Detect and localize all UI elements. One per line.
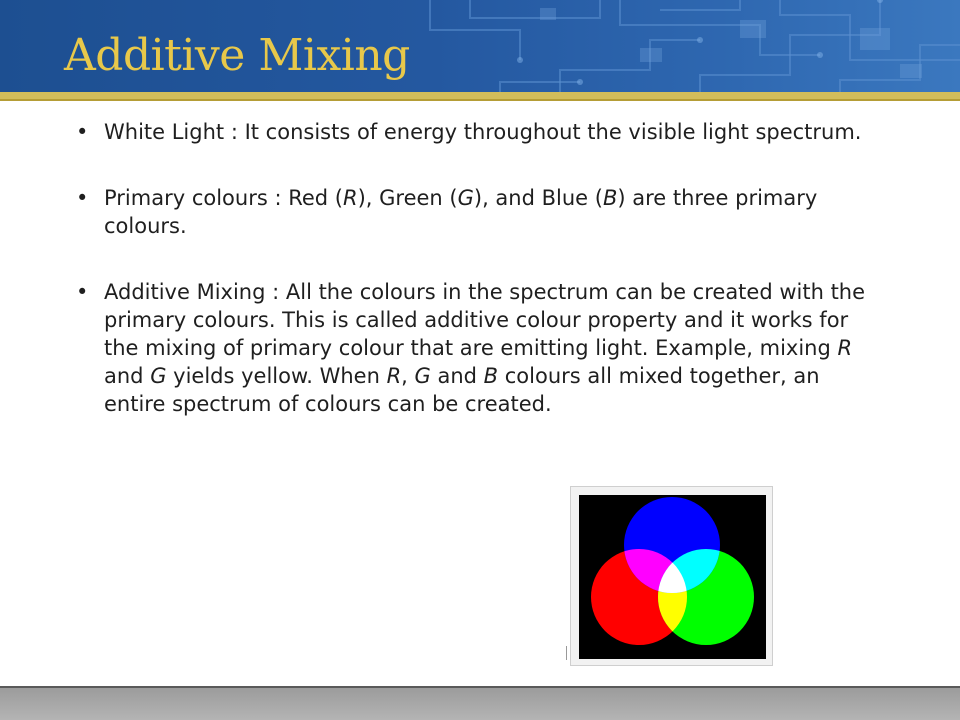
bullet-marker: • [76, 280, 89, 304]
slide-title: Additive Mixing [64, 30, 410, 81]
bullet-list [76, 118, 886, 418]
rgb-venn-image [570, 486, 773, 666]
bullet-marker: • [76, 120, 89, 144]
title-underline-bar [0, 92, 960, 101]
bullet-primary-colours [76, 184, 886, 240]
bullet-additive-mixing [76, 278, 886, 418]
footer-band [0, 686, 960, 720]
bullet-text: Additive Mixing : All the colours in the spectrum can be created with the primary colours. This is called additive colour property and it works for the mixing of primary colour that are emitting light. Example, mixing R and G yields yellow. When R, G and B colours all mixed together, an entire spectrum of colours can be created. [104, 280, 866, 416]
bullet-white-light [76, 118, 886, 146]
bullet-text: Primary colours : Red (R), Green (G), and Blue (B) are three primary colours. [104, 186, 818, 238]
header-band [0, 0, 960, 92]
bullet-marker: • [76, 186, 89, 210]
bullet-text: White Light : It consists of energy throughout the visible light spectrum. [104, 120, 862, 144]
rgb-venn-diagram [579, 495, 766, 659]
